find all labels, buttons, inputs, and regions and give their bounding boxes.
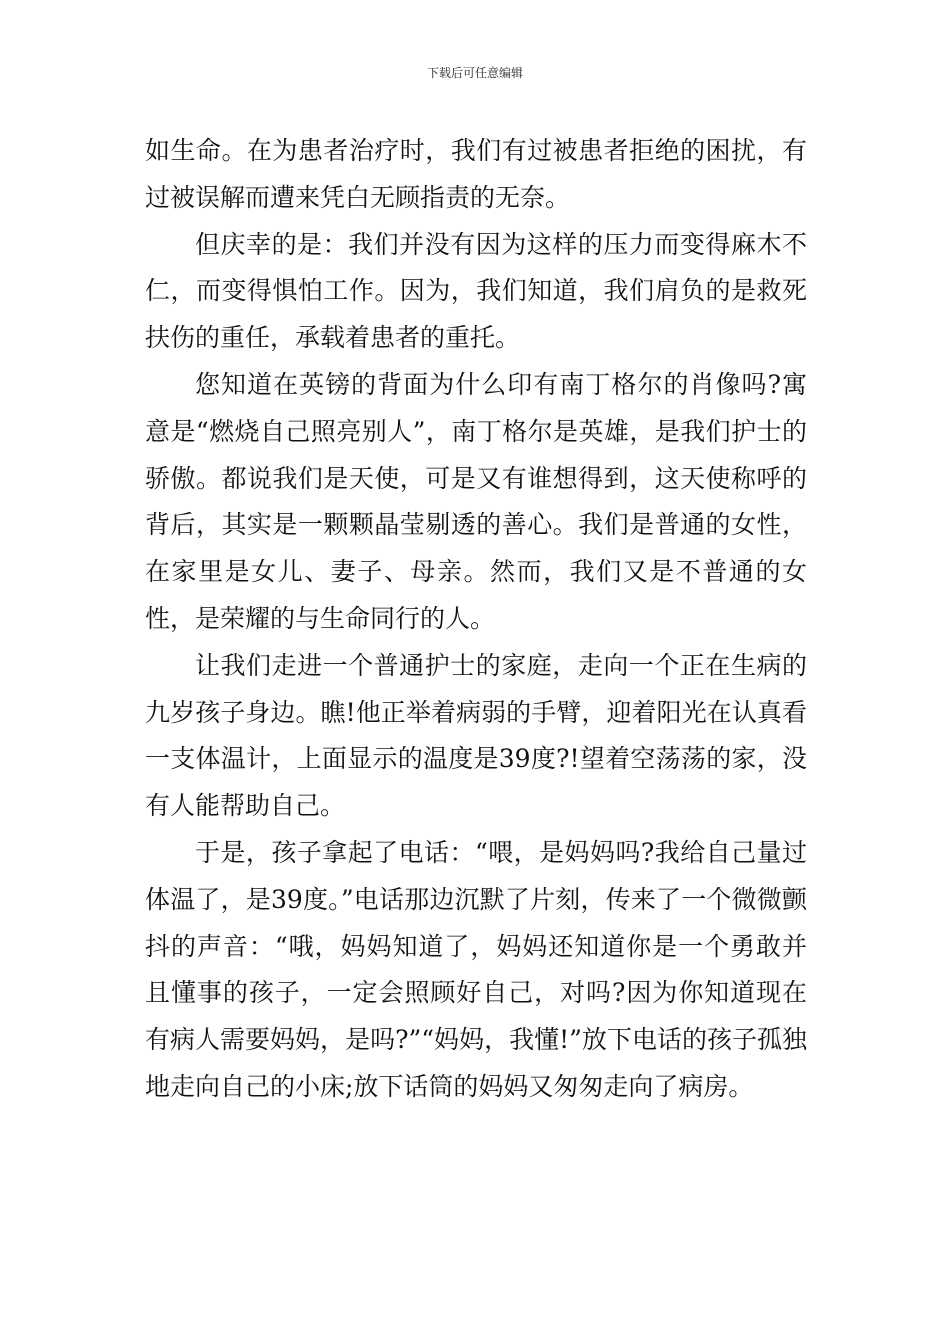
document-body (145, 128, 807, 1111)
paragraph: 您知道在英镑的背面为什么印有南丁格尔的肖像吗?寓意是“燃烧自己照亮别人”，南丁格尔是英雄，是我们护士的骄傲。都说我们是天使，可是又有谁想得到，这天使称呼的背后，其实是一颗颗晶莹剔透的善心。我们是普通的女性，在家里是女儿、妻子、母亲。然而，我们又是不普通的女性，是荣耀的与生命同行的人。 (145, 369, 807, 633)
paragraph: 让我们走进一个普通护士的家庭，走向一个正在生病的九岁孩子身边。瞧!他正举着病弱的手臂，迎着阳光在认真看一支体温计，上面显示的温度是39度?!望着空荡荡的家，没有人能帮助自己。 (145, 650, 807, 821)
paragraph: 如生命。在为患者治疗时，我们有过被患者拒绝的困扰，有过被误解而遭来凭白无顾指责的无奈。 (145, 136, 807, 212)
paragraph: 于是，孩子拿起了电话：“喂，是妈妈吗?我给自己量过体温了，是39度。”电话那边沉默了片刻，传来了一个微微颤抖的声音：“哦，妈妈知道了，妈妈还知道你是一个勇敢并且懂事的孩子，一定会照顾好自己，对吗?因为你知道现在有病人需要妈妈，是吗?”“妈妈，我懂!”放下电话的孩子孤独地走向自己的小床;放下话筒的妈妈又匆匆走向了病房。 (145, 837, 807, 1101)
paragraph: 但庆幸的是：我们并没有因为这样的压力而变得麻木不仁，而变得惧怕工作。因为，我们知道，我们肩负的是救死扶伤的重任，承载着患者的重托。 (145, 229, 807, 353)
page-header: 下载后可任意编辑 (426, 66, 523, 80)
